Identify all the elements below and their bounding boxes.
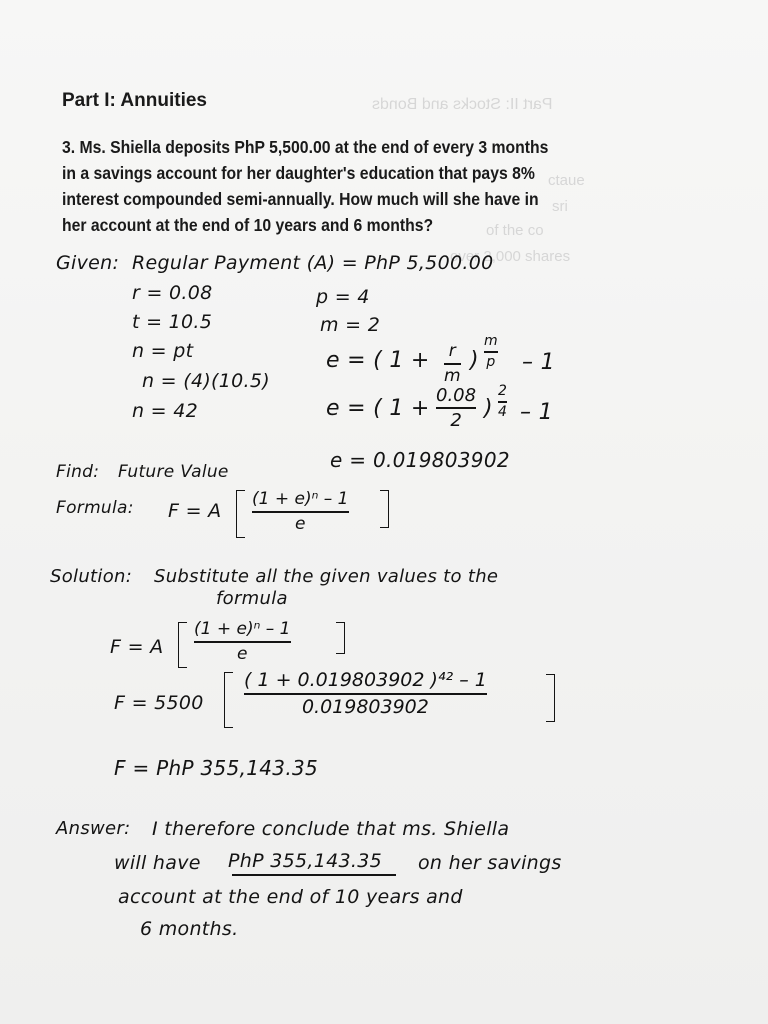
formula-left-bracket [236, 490, 245, 538]
fraction-bar [252, 511, 349, 513]
part-title: Part I: Annuities [62, 90, 207, 111]
e-sub-exp-num: 2 [498, 383, 507, 399]
answer-line-4: 6 months. [140, 918, 239, 940]
solution-f1-numerator: (1 + e)ⁿ – 1 [194, 619, 291, 639]
e-formula-lhs: e = ( 1 + [326, 348, 430, 373]
given-n-substitution: n = (4)(10.5) [142, 370, 270, 392]
e-sub-lhs: e = ( 1 + [326, 396, 430, 421]
answer-amount: PhP 355,143.35 [228, 850, 382, 872]
answer-label: Answer: [56, 818, 131, 839]
e-formula-r: r [448, 341, 456, 361]
solution-text-2: formula [216, 588, 288, 609]
formula-lhs: F = A [168, 500, 222, 522]
e-sub-exp-den: 4 [498, 403, 507, 420]
given-p: p = 4 [316, 286, 370, 308]
solution-final-value: F = PhP 355,143.35 [114, 756, 319, 780]
answer-line-1: I therefore conclude that ms. Shiella [152, 818, 510, 840]
bleed-through-part-two: Part II: Stocks and Bonds [372, 96, 553, 113]
given-label: Given: [56, 252, 120, 274]
e-result: e = 0.019803902 [330, 448, 510, 472]
solution-f1-left-bracket [178, 622, 187, 668]
given-m: m = 2 [320, 314, 381, 336]
e-sub-minus-one: – 1 [520, 400, 553, 425]
given-t: t = 10.5 [132, 311, 213, 333]
given-n-formula: n = pt [132, 340, 194, 362]
problem-line-1: 3. Ms. Shiella deposits PhP 5,500.00 at the end of every 3 months [62, 137, 549, 157]
e-formula-exponent [484, 334, 498, 370]
answer-line-2-end: on her savings [418, 852, 562, 874]
problem-line-3: interest compounded semi-annually. How much will she have in [62, 189, 539, 209]
formula-denominator: e [295, 513, 306, 534]
solution-f1-fraction [194, 620, 291, 664]
formula-numerator: (1 + e)ⁿ – 1 [252, 489, 349, 509]
bleed-through-fragment: of the co [486, 222, 544, 239]
e-sub-exponent [498, 384, 507, 420]
solution-f2-lhs: F = 5500 [114, 692, 204, 714]
e-sub-fraction [436, 386, 476, 430]
solution-label: Solution: [50, 566, 133, 587]
answer-line-2-start: will have [114, 852, 201, 874]
solution-f1-lhs: F = A [110, 636, 164, 658]
solution-f1-right-bracket [336, 622, 345, 654]
solution-f1-denominator: e [237, 643, 248, 664]
e-formula-r-over-m [444, 342, 461, 386]
solution-f2-denominator: 0.019803902 [301, 695, 429, 718]
solution-text-1: Substitute all the given values to the [154, 566, 499, 587]
bleed-through-fragment: sri [552, 198, 568, 215]
fraction-bar [484, 351, 498, 353]
bleed-through-fragment: over 2,000 shares [450, 248, 571, 265]
e-sub-m: 2 [450, 409, 462, 431]
problem-line-4: her account at the end of 10 years and 6 months? [62, 215, 434, 235]
bleed-through-fragment: ctaue [548, 172, 585, 189]
e-formula-exp-m: m [484, 333, 498, 349]
problem-line-2: in a savings account for her daughter's education that pays 8% [62, 163, 535, 183]
e-sub-rate: 0.08 [436, 385, 477, 406]
formula-label: Formula: [56, 498, 134, 518]
solution-f2-numerator: ( 1 + 0.019803902 )⁴² – 1 [244, 669, 487, 691]
e-formula-m: m [444, 365, 461, 386]
e-formula-minus-one: – 1 [522, 350, 555, 375]
solution-f2-left-bracket [224, 672, 233, 728]
answer-amount-underline [232, 874, 396, 876]
fraction-bar [194, 641, 291, 643]
fraction-bar [244, 693, 487, 695]
e-formula-close-paren: ) [470, 348, 479, 373]
find-label: Find: [56, 462, 100, 482]
given-r: r = 0.08 [132, 282, 213, 304]
formula-right-bracket [380, 490, 389, 528]
formula-fraction [252, 490, 349, 534]
answer-line-3: account at the end of 10 years and [118, 886, 463, 908]
given-n-value: n = 42 [132, 400, 199, 422]
fraction-bar [444, 363, 461, 365]
e-sub-close-paren: ) [484, 396, 493, 421]
solution-f2-right-bracket [546, 674, 555, 722]
fraction-bar [436, 407, 476, 409]
e-formula-exp-p: p [486, 353, 496, 370]
fraction-bar [498, 401, 507, 403]
given-regular-payment: Regular Payment (A) = PhP 5,500.00 [132, 252, 494, 274]
solution-f2-fraction [244, 670, 487, 718]
find-value: Future Value [118, 462, 229, 482]
